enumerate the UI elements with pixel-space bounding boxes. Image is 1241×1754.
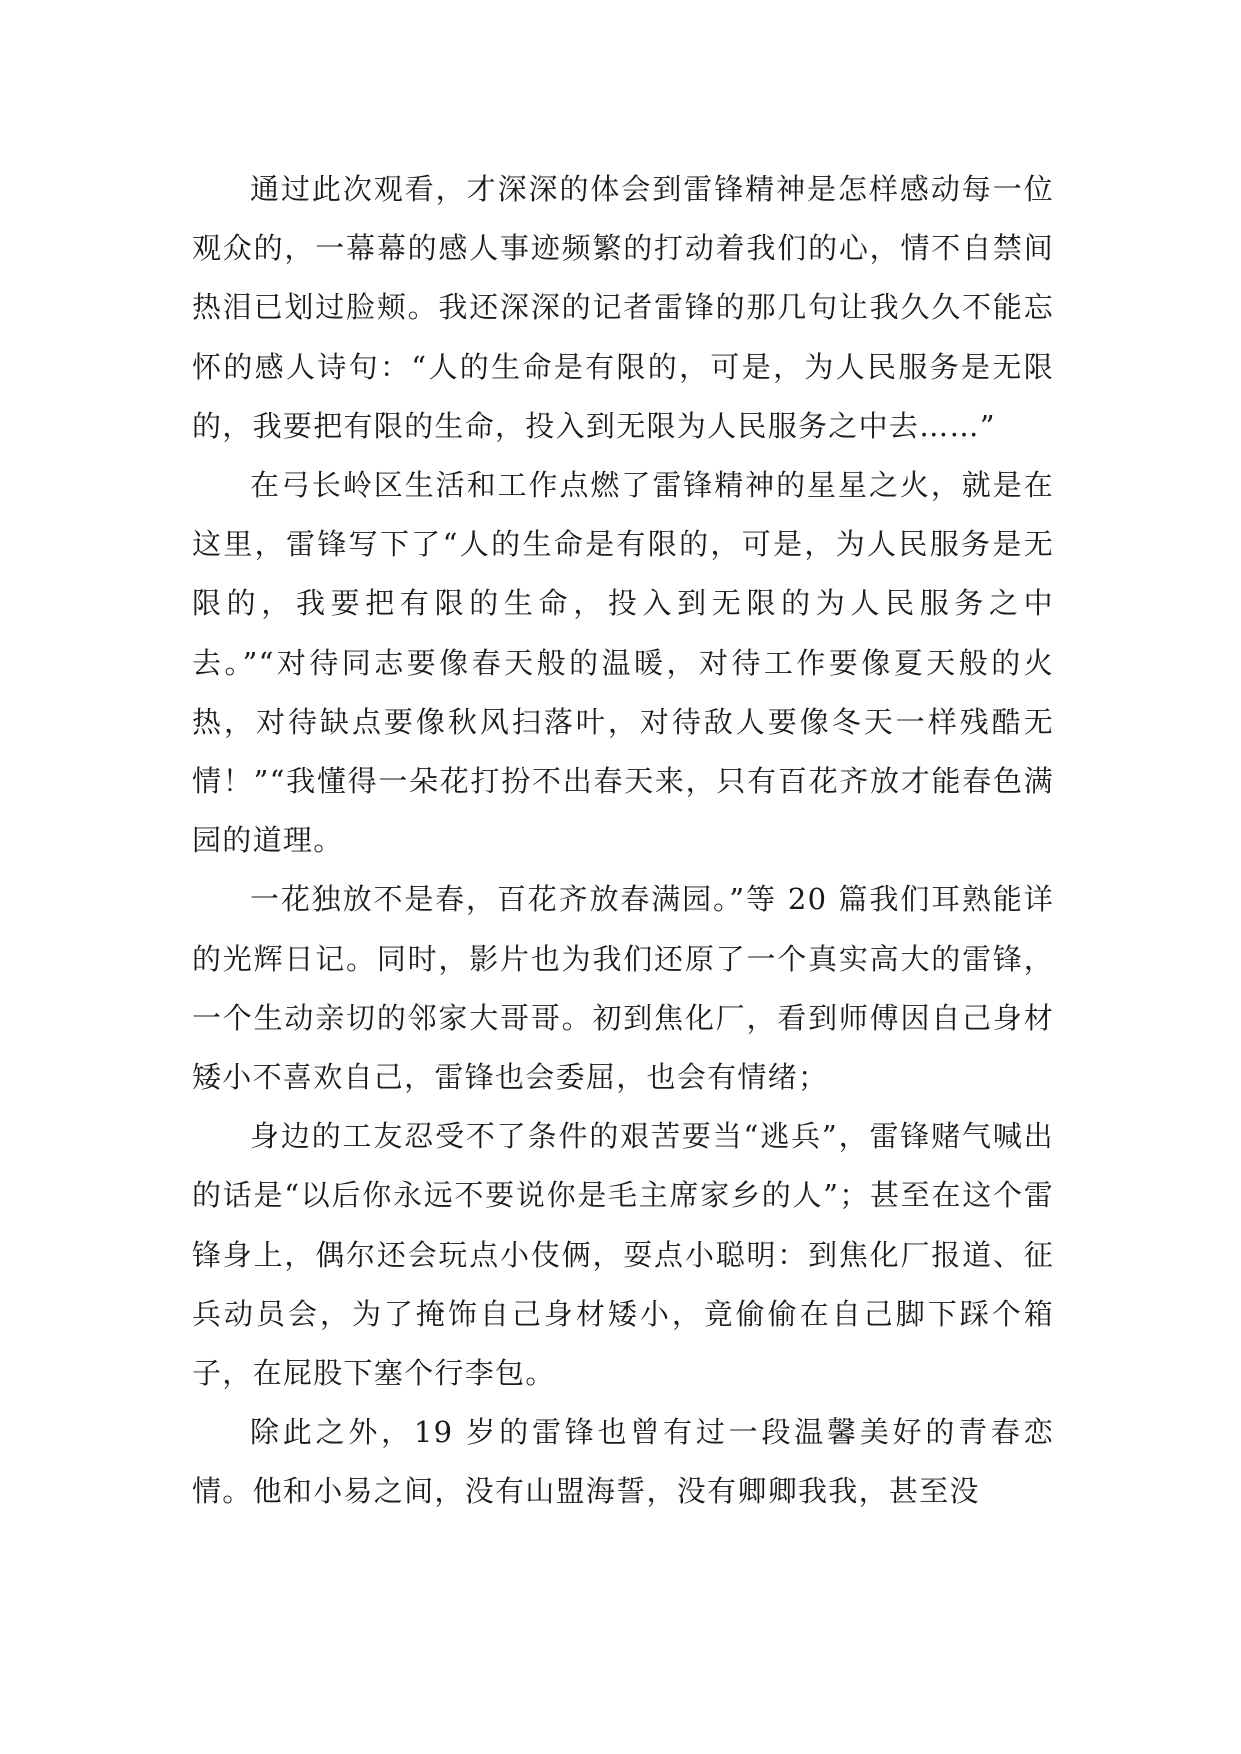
paragraph-5: 除此之外，19 岁的雷锋也曾有过一段温馨美好的青春恋情。他和小易之间，没有山盟海誓，没有卿卿我我，甚至没 — [192, 1415, 1054, 1509]
paragraph-4: 身边的工友忍受不了条件的艰苦要当“逃兵”，雷锋赌气喊出的话是“以后你永远不要说你是毛主席家乡的人”；甚至在这个雷锋身上，偶尔还会玩点小伎俩，耍点小聪明：到焦化厂报道、征兵动员会，为了掩饰自己身材矮小，竟偷偷在自己脚下踩个箱子，在屁股下塞个行李包。 — [192, 1119, 1054, 1391]
paragraph-3: 一花独放不是春，百花齐放春满园。”等 20 篇我们耳熟能详的光辉日记。同时，影片也为我们还原了一个真实高大的雷锋，一个生动亲切的邻家大哥哥。初到焦化厂，看到师傅因自己身材矮小不喜欢自己，雷锋也会委屈，也会有情绪； — [192, 882, 1054, 1095]
paragraph-1: 通过此次观看，才深深的体会到雷锋精神是怎样感动每一位观众的，一幕幕的感人事迹频繁的打动着我们的心，情不自禁间热泪已划过脸颊。我还深深的记者雷锋的那几句让我久久不能忘怀的感人诗句：“人的生命是有限的，可是，为人民服务是无限的，我要把有限的生命，投入到无限为人民服务之中去……” — [192, 172, 1054, 443]
paragraph-2: 在弓长岭区生活和工作点燃了雷锋精神的星星之火，就是在这里，雷锋写下了“人的生命是有限的，可是，为人民服务是无限的，我要把有限的生命，投入到无限的为人民服务之中去。”“对待同志要像春天般的温暖，对待工作要像夏天般的火热，对待缺点要像秋风扫落叶，对待敌人要像冬天一样残酷无情！”“我懂得一朵花打扮不出春天来，只有百花齐放才能春色满园的道理。 — [192, 468, 1054, 858]
document-body — [192, 160, 1054, 1522]
